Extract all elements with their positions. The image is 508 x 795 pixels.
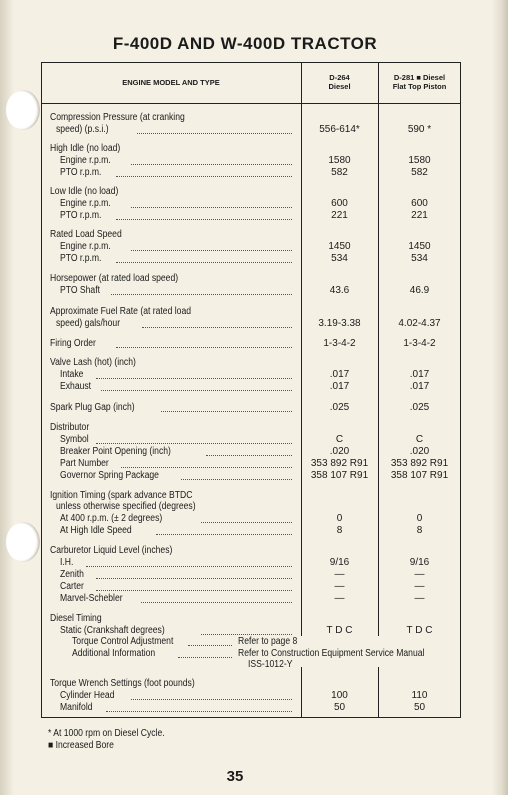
spec-label: At 400 r.p.m. (± 2 degrees)	[60, 513, 163, 524]
value-d264: 50	[333, 702, 346, 713]
spec-label: Static (Crankshaft degrees)	[60, 625, 165, 636]
additional-info-value-code: ISS-1012-Y	[248, 659, 293, 670]
spec-label: At High Idle Speed	[60, 525, 132, 536]
value-d281: 1450	[408, 241, 431, 252]
leader-dots	[156, 534, 292, 535]
value-d264: —	[334, 569, 345, 580]
spec-label: PTO Shaft	[60, 285, 101, 296]
value-d281: C	[415, 434, 424, 445]
leader-dots	[96, 578, 292, 579]
value-d281: 4.02-4.37	[398, 318, 441, 329]
header-divider	[41, 103, 461, 104]
value-d281: 0	[416, 513, 423, 524]
spec-label: PTO r.p.m.	[60, 210, 102, 221]
leader-dots	[178, 657, 232, 658]
value-d281: .017	[409, 381, 430, 392]
spec-label: Engine r.p.m.	[60, 155, 111, 166]
spec-label: unless otherwise specified (degrees)	[56, 501, 196, 512]
value-d281: 582	[411, 167, 428, 178]
column-divider	[301, 62, 302, 636]
header-engine-model: ENGINE MODEL AND TYPE	[122, 78, 220, 87]
spec-label: Cylinder Head	[60, 690, 115, 701]
leader-dots	[141, 602, 292, 603]
spec-label: Engine r.p.m.	[60, 241, 111, 252]
spec-label: Horsepower (at rated load speed)	[50, 273, 179, 284]
spec-label: Diesel Timing	[50, 613, 102, 624]
value-d281: 8	[416, 525, 423, 536]
value-d264: .017	[329, 369, 350, 380]
spec-label: Compression Pressure (at cranking	[50, 112, 185, 123]
leader-dots	[188, 645, 232, 646]
value-d264: .020	[329, 446, 350, 457]
spec-label: Carter	[60, 581, 84, 592]
leader-dots	[131, 207, 292, 208]
footnote-square: ■ Increased Bore	[48, 740, 114, 751]
leader-dots	[96, 590, 292, 591]
spec-label: Breaker Point Opening (inch)	[60, 446, 171, 457]
leader-dots	[96, 443, 292, 444]
value-d281: T D C	[406, 625, 433, 636]
spec-label: Symbol	[60, 434, 89, 445]
value-d281: 600	[411, 198, 428, 209]
value-d264: 600	[331, 198, 348, 209]
value-d264: 534	[331, 253, 348, 264]
leader-dots	[116, 347, 292, 348]
leader-dots	[161, 411, 292, 412]
value-d264: T D C	[326, 625, 353, 636]
value-d264: .025	[329, 402, 350, 413]
leader-dots	[111, 294, 292, 295]
leader-dots	[201, 522, 292, 523]
value-d264: .017	[329, 381, 350, 392]
leader-dots	[201, 634, 292, 635]
value-d264: 8	[336, 525, 343, 536]
spec-label: Firing Order	[50, 338, 96, 349]
binder-hole	[6, 522, 40, 562]
footnote-asterisk: * At 1000 rpm on Diesel Cycle.	[48, 728, 165, 739]
value-d281: 353 892 R91	[390, 458, 449, 469]
value-d281: .017	[409, 369, 430, 380]
value-d264: 1450	[328, 241, 351, 252]
spec-label: Exhaust	[60, 381, 92, 392]
value-d264: C	[335, 434, 344, 445]
leader-dots	[137, 133, 292, 134]
spec-label: Intake	[60, 369, 84, 380]
spec-label: Distributor	[50, 422, 90, 433]
leader-dots	[121, 467, 292, 468]
additional-info-value: Refer to Construction Equipment Service Manual	[238, 648, 425, 659]
value-d281: 590 *	[407, 124, 432, 135]
page-number: 35	[226, 768, 244, 785]
value-d281: 9/16	[409, 557, 430, 568]
spec-label: I.H.	[60, 557, 74, 568]
spec-label: Zenith	[60, 569, 84, 580]
spec-label: Low Idle (no load)	[50, 186, 119, 197]
leader-dots	[142, 327, 292, 328]
spec-label: Carburetor Liquid Level (inches)	[50, 545, 173, 556]
spec-label: PTO r.p.m.	[60, 167, 102, 178]
value-d264: 556-614*	[319, 124, 360, 135]
value-d264: 43.6	[329, 285, 350, 296]
value-d281: .025	[409, 402, 430, 413]
value-d264: —	[334, 581, 345, 592]
value-d264: 1-3-4-2	[323, 338, 356, 349]
value-d281: 1580	[408, 155, 431, 166]
leader-dots	[86, 566, 292, 567]
value-d264: 358 107 R91	[310, 470, 369, 481]
leader-dots	[116, 176, 292, 177]
spec-label: Governor Spring Package	[60, 470, 159, 481]
spec-label: Part Number	[60, 458, 109, 469]
spec-label: Ignition Timing (spark advance BTDC	[50, 490, 193, 501]
value-d281: —	[414, 593, 425, 604]
value-d281: 50	[413, 702, 426, 713]
leader-dots	[116, 219, 292, 220]
spec-label: speed) gals/hour	[56, 318, 121, 329]
value-d264: 3.19-3.38	[318, 318, 361, 329]
spec-label: Engine r.p.m.	[60, 198, 111, 209]
value-d264: 221	[331, 210, 348, 221]
torque-control-value: Refer to page 8	[238, 636, 298, 647]
leader-dots	[131, 699, 292, 700]
spec-label: Approximate Fuel Rate (at rated load	[50, 306, 192, 317]
value-d264: 582	[331, 167, 348, 178]
leader-dots	[101, 390, 292, 391]
spec-label: Spark Plug Gap (inch)	[50, 402, 135, 413]
leader-dots	[131, 164, 292, 165]
value-d281: 110	[411, 690, 428, 701]
page-title: F-400D AND W-400D TRACTOR	[112, 34, 378, 53]
value-d281: 221	[411, 210, 428, 221]
spec-label: High Idle (no load)	[50, 143, 121, 154]
value-d281: 1-3-4-2	[403, 338, 436, 349]
spec-label: PTO r.p.m.	[60, 253, 102, 264]
value-d264: —	[334, 593, 345, 604]
leader-dots	[181, 479, 292, 480]
binder-hole	[6, 90, 40, 130]
header-column-d281: D-281 ■ Diesel Flat Top Piston	[392, 73, 447, 91]
value-d281: 534	[411, 253, 428, 264]
header-column-d264: D-264 Diesel	[328, 73, 351, 91]
value-d281: .020	[409, 446, 430, 457]
leader-dots	[116, 262, 292, 263]
value-d281: 358 107 R91	[390, 470, 449, 481]
torque-control-label: Torque Control Adjustment	[72, 636, 174, 647]
spec-label: Valve Lash (hot) (inch)	[50, 357, 136, 368]
spec-label: Torque Wrench Settings (foot pounds)	[50, 678, 195, 689]
value-d281: 46.9	[409, 285, 430, 296]
leader-dots	[106, 711, 292, 712]
spec-label: speed) (p.s.i.)	[56, 124, 109, 135]
leader-dots	[96, 378, 292, 379]
additional-info-label: Additional Information	[72, 648, 156, 659]
value-d281: —	[414, 581, 425, 592]
page-edge-shadow	[492, 0, 508, 795]
column-divider	[378, 62, 379, 636]
value-d264: 9/16	[329, 557, 350, 568]
value-d281: —	[414, 569, 425, 580]
spec-label: Rated Load Speed	[50, 229, 122, 240]
value-d264: 100	[331, 690, 348, 701]
value-d264: 353 892 R91	[310, 458, 369, 469]
leader-dots	[206, 455, 292, 456]
spec-label: Marvel-Schebler	[60, 593, 123, 604]
spec-label: Manifold	[60, 702, 93, 713]
value-d264: 0	[336, 513, 343, 524]
value-d264: 1580	[328, 155, 351, 166]
leader-dots	[131, 250, 292, 251]
